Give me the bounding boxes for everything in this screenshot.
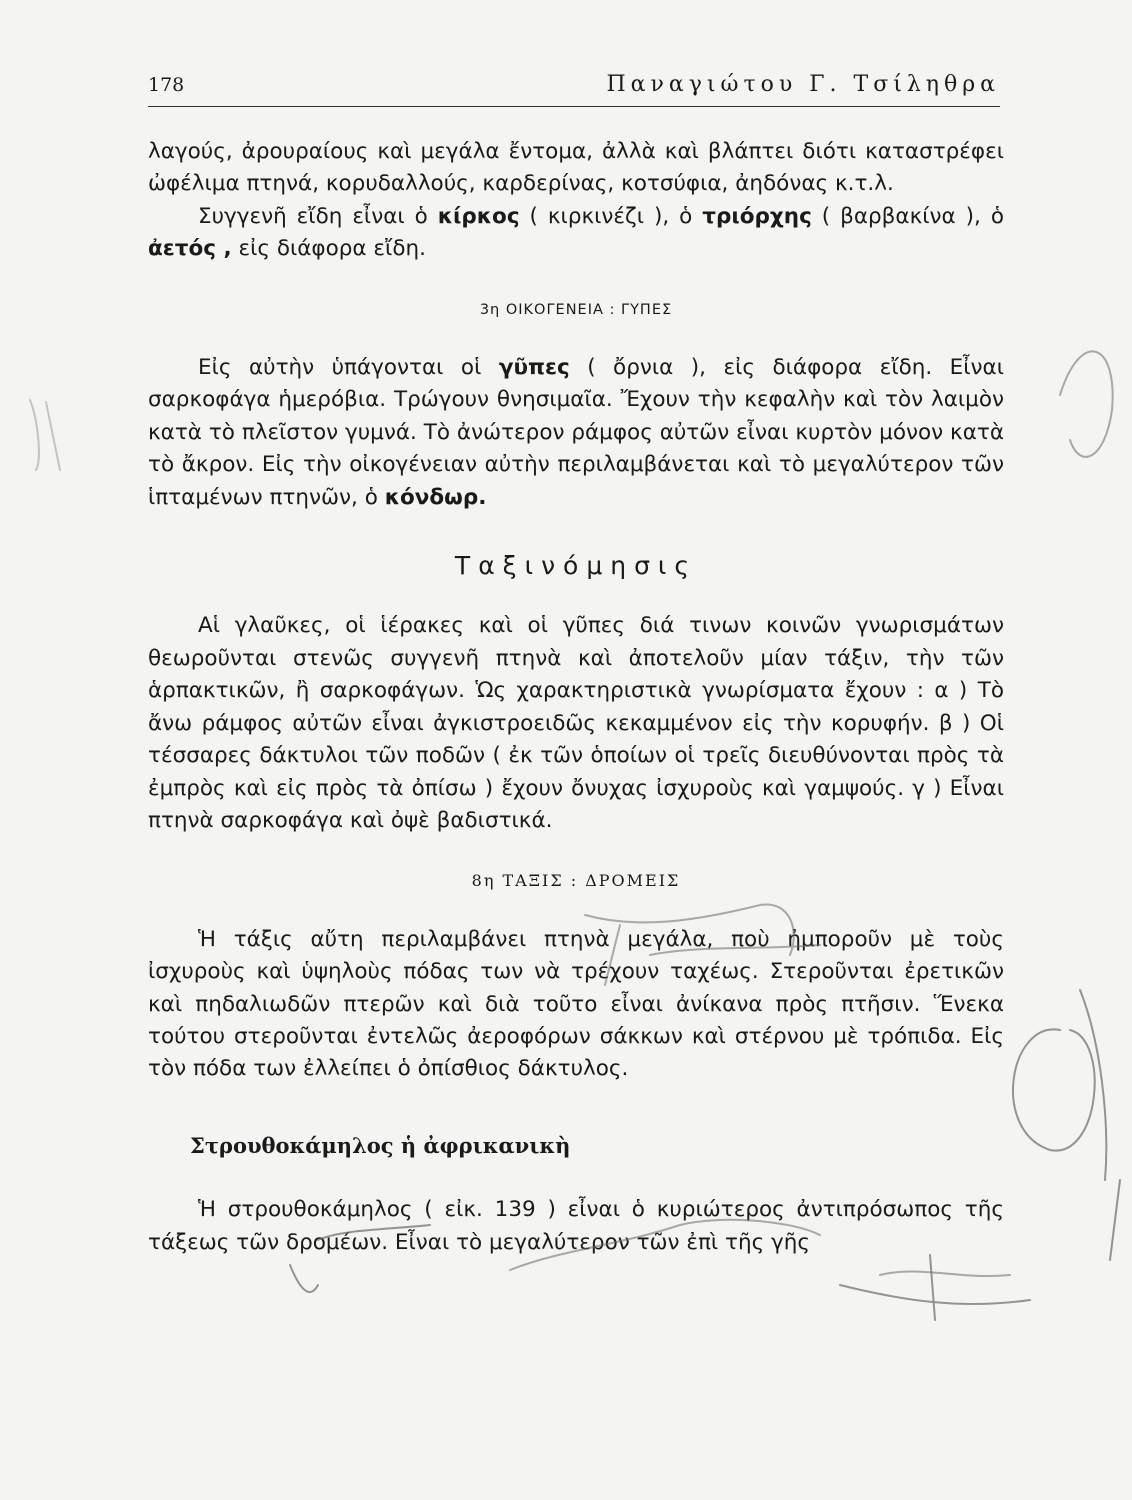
pencil-scribble-right-large <box>1013 990 1106 1180</box>
paragraph-continuation: λαγούς, ἀρουραίους καὶ μεγάλα ἔντομα, ἀλλὰ καὶ βλάπτει διότι καταστρέφει ὠφέλιμα πτηνά, κορυδαλλούς, καρδερίνας, κοτσύφια, ἀηδόνας κ.τ.λ. <box>148 139 1004 197</box>
text-span: Συγγενῆ εἴδη εἶναι ὁ <box>198 203 438 229</box>
term-kirkos: κίρκος <box>437 203 520 229</box>
page-number: 178 <box>148 74 185 96</box>
pencil-scribble-strike <box>840 1255 1030 1320</box>
page-body <box>148 136 1004 1259</box>
text-span: ( κιρκινέζι ), ὁ <box>519 203 703 229</box>
paragraph-related-species <box>148 201 1004 266</box>
term-aetos: ἀετός , <box>148 236 232 262</box>
term-triorchis: τριόρχης <box>702 203 812 229</box>
text-span: ( βαρβακίνα ), ὁ <box>811 203 1004 229</box>
order-heading: 8η ΤΑΞΙΣ : ΔΡΟΜΕΙΣ <box>471 871 681 891</box>
section-title: Ταξινόμησις <box>454 551 698 581</box>
pencil-scribble-vertical <box>1110 1180 1120 1260</box>
paragraph-ostrich: Ἡ στρουθοκάμηλος ( εἰκ. 139 ) εἶναι ὁ κυριώτερος ἀντιπρόσωπος τῆς τάξεως τῶν δρομέων. Εἶναι τὸ μεγαλύτερον τῶν ἐπὶ τῆς γῆς <box>148 1197 1004 1255</box>
term-gypes: γῦπες <box>498 355 570 381</box>
running-head: Παναγιώτου Γ. Τσίληθρα <box>606 72 1000 97</box>
pencil-scribble-top-right <box>1060 351 1113 456</box>
paragraph-runners: Ἡ τάξις αὔτη περιλαμβάνει πτηνὰ μεγάλα, ποὺ ἠμποροῦν μὲ τοὺς ἰσχυροὺς καὶ ὑψηλοὺς πόδας των νὰ τρέχουν ταχέως. Στεροῦνται ἐρετικῶν καὶ πηδαλιωδῶν πτερῶν καὶ διὰ τοῦτο εἶναι ἀνίκανα πρὸς πτῆσιν. Ἕνεκα τούτου στεροῦνται ἐντελῶς ἀεροφόρων σάκκων καὶ στέρνου μὲ τρόπιδα. Εἰς τὸν πόδα των ἐλλείπει ὁ ὀπίσθιος δάκτυλος. <box>148 926 1004 1082</box>
ostrich-heading: Στρουθοκάμηλος ἡ ἀφρικανικὴ <box>190 1132 571 1158</box>
text-span: Εἰς αὐτὴν ὑπάγονται οἱ <box>198 355 499 381</box>
text-span: ( ὄρνια ), εἰς διάφορα εἴδη. Εἶναι σαρκοφάγα ἡμερόβια. Τρώγουν θνησιμαῖα. Ἔχουν τὴν κεφαλὴν καὶ τὸν λαιμὸν κατὰ τὸ πλεῖστον γυμνά. Τὸ ἀνώτερον ράμφος αὐτῶν εἶναι κυρτὸν μόνον κατὰ τὸ ἄκρον. Εἰς τὴν οἰκογένειαν αὐτὴν περιλαμβάνεται καὶ τὸ μεγαλύτερον τῶν ἱπταμένων πτηνῶν, ὁ <box>148 355 1004 510</box>
page-header <box>148 72 1000 107</box>
pencil-scribble-left-margin <box>30 400 60 470</box>
term-kondor: κόνδωρ. <box>384 484 487 510</box>
text-span: εἰς διάφορα εἴδη. <box>231 236 426 262</box>
paragraph-vultures <box>148 352 1004 514</box>
family-heading: 3η ΟΙΚΟΓΕΝΕΙΑ : ΓΥΠΕΣ <box>479 301 673 318</box>
paragraph-classification: Αἱ γλαῦκες, οἱ ἱέρακες καὶ οἱ γῦπες διά τινων κοινῶν γνωρισμάτων θεωροῦνται στενῶς συγγενῆ πτηνὰ καὶ ἀποτελοῦν μίαν τάξιν, τὴν τῶν ἁρπακτικῶν, ἢ σαρκοφάγων. Ὡς χαρακτηριστικὰ γνωρίσματα ἔχουν : α ) Τὸ ἄνω ράμφος αὐτῶν εἶναι ἀγκιστροειδῶς κεκαμμένον εἰς τὴν κορυφήν. β ) Οἱ τέσσαρες δάκτυλοι τῶν ποδῶν ( ἐκ τῶν ὁποίων οἱ τρεῖς διευθύνονται πρὸς τὰ ἐμπρὸς καὶ εἰς πρὸς τὰ ὀπίσω ) ἔχουν ὄνυχας ἰσχυροὺς καὶ γαμψούς. γ ) Εἶναι πτηνὰ σαρκοφάγα καὶ ὀψὲ βαδιστικά. <box>148 613 1004 833</box>
